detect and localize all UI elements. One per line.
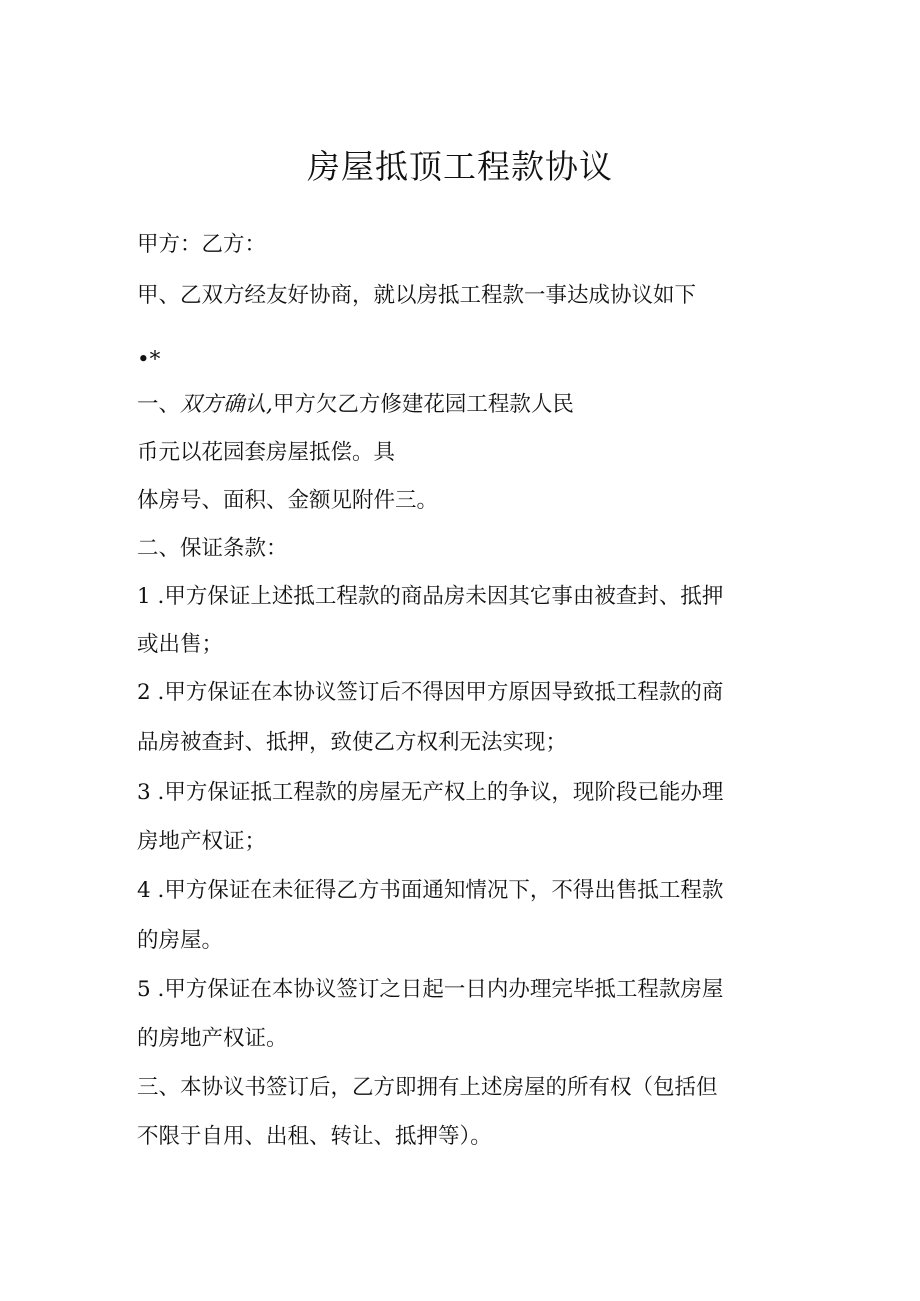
clause-2-item-3-line-1: 3 .甲方保证抵工程款的房屋无产权上的争议，现阶段已能办理 (137, 780, 724, 805)
clause-1-emphasis: 双方确认, (180, 392, 273, 417)
clause-2-item-2-line-2: 品房被查封、抵押，致使乙方权利无法实现； (137, 730, 568, 755)
clause-1-line-3: 体房号、面积、金额见附件三。 (137, 488, 439, 513)
parties-line: 甲方：乙方： (137, 232, 267, 257)
clause-3-line-1: 三、本协议书签订后，乙方即拥有上述房屋的所有权（包括但 (137, 1075, 718, 1100)
clause-2-heading: 二、保证条款： (137, 536, 288, 561)
clause-2-item-5-line-1: 5 .甲方保证在本协议签订之日起一日内办理完毕抵工程款房屋 (137, 977, 724, 1002)
document-title: 房屋抵顶工程款协议 (307, 147, 613, 186)
clause-3-line-2: 不限于自用、出租、转让、抵押等）。 (137, 1124, 492, 1149)
clause-2-item-2-line-1: 2 .甲方保证在本协议签订后不得因甲方原因导致抵工程款的商 (137, 680, 724, 705)
bullet-marker: •* (137, 347, 161, 372)
clause-2-item-1-line-2: 或出售； (137, 632, 224, 657)
clause-2-item-3-line-2: 房地产权证； (137, 829, 267, 854)
intro-paragraph: 甲、乙双方经友好协商，就以房抵工程款一事达成协议如下 (137, 283, 697, 308)
clause-1-line-2: 币元以花园套房屋抵偿。具 (137, 440, 396, 465)
clause-1-line-1 (137, 389, 574, 421)
clause-1-prefix: 一、 (137, 392, 181, 417)
clause-2-item-5-line-2: 的房地产权证。 (137, 1026, 288, 1051)
clause-2-item-4-line-1: 4 .甲方保证在未征得乙方书面通知情况下，不得出售抵工程款 (137, 878, 724, 903)
clause-1-line-1-rest: 甲方欠乙方修建花园工程款人民 (272, 392, 574, 417)
clause-2-item-4-line-2: 的房屋。 (137, 928, 224, 953)
clause-2-item-1-line-1: 1 .甲方保证上述抵工程款的商品房未因其它事由被查封、抵押 (137, 584, 724, 609)
